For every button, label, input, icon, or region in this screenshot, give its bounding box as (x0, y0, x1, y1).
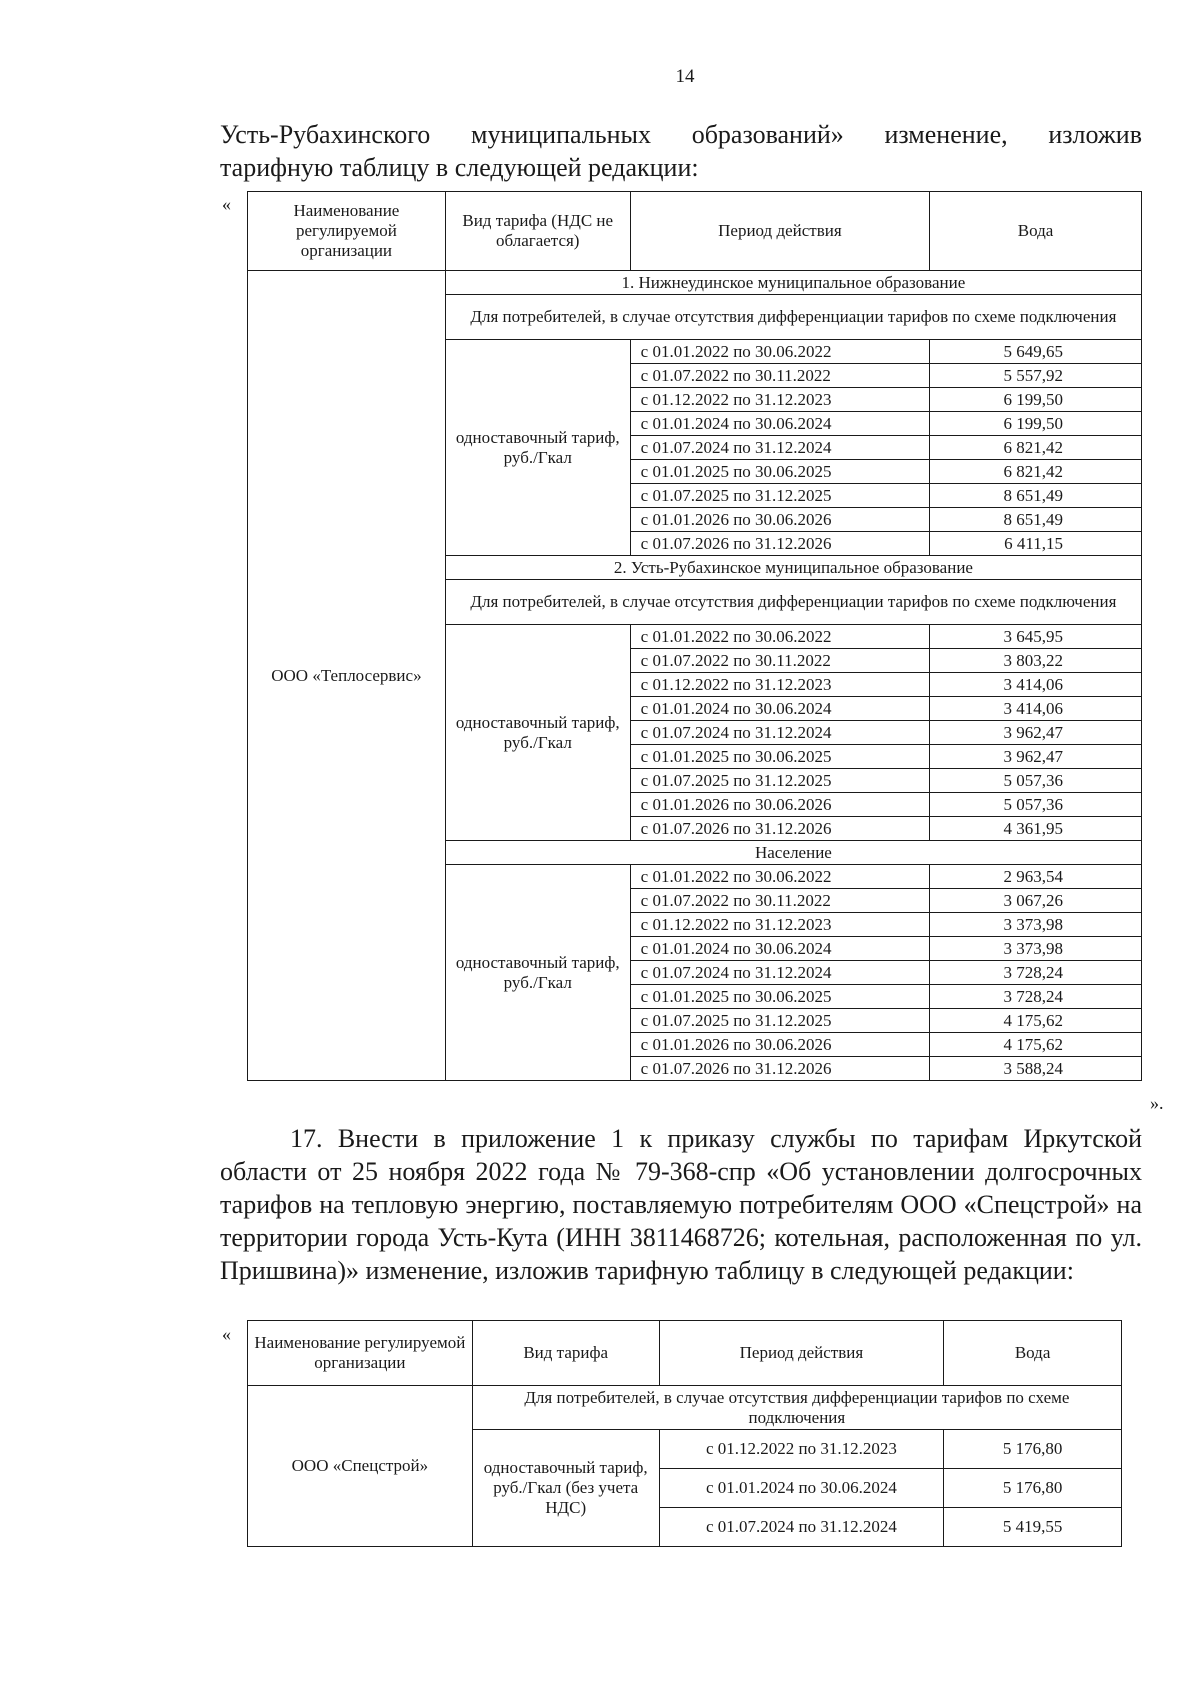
group-subtitle: Население (445, 841, 1141, 865)
value-cell: 5 176,80 (944, 1430, 1122, 1469)
value-cell: 3 645,95 (930, 625, 1142, 649)
period-cell: с 01.07.2026 по 31.12.2026 (630, 817, 930, 841)
value-cell: 3 728,24 (930, 961, 1142, 985)
value-cell: 4 361,95 (930, 817, 1142, 841)
tariff-type-cell: одноставочный тариф, руб./Гкал (445, 340, 630, 556)
value-cell: 3 962,47 (930, 745, 1142, 769)
value-cell: 3 414,06 (930, 697, 1142, 721)
group-subtitle: Для потребителей, в случае отсутствия дифференциации тарифов по схеме подключения (472, 1386, 1121, 1430)
period-cell: с 01.07.2024 по 31.12.2024 (630, 436, 930, 460)
intro-line-1: Усть-Рубахинского муниципальных образований» изменение, изложив (220, 120, 1142, 149)
header-period: Период действия (630, 192, 930, 271)
value-cell: 5 176,80 (944, 1469, 1122, 1508)
tariff-type-cell: одноставочный тариф, руб./Гкал (445, 865, 630, 1081)
period-cell: с 01.01.2025 по 30.06.2025 (630, 460, 930, 484)
value-cell: 6 411,15 (930, 532, 1142, 556)
header-org: Наименование регулируемой организации (248, 1321, 473, 1386)
period-cell: с 01.07.2025 по 31.12.2025 (630, 484, 930, 508)
value-cell: 3 373,98 (930, 913, 1142, 937)
table1-quote-close: ». (1150, 1093, 1164, 1113)
header-org: Наименование регулируемой организации (248, 192, 446, 271)
period-cell: с 01.07.2024 по 31.12.2024 (630, 961, 930, 985)
period-cell: с 01.07.2026 по 31.12.2026 (630, 1057, 930, 1081)
value-cell: 6 821,42 (930, 460, 1142, 484)
period-cell: с 01.07.2024 по 31.12.2024 (659, 1508, 944, 1547)
period-cell: с 01.01.2022 по 30.06.2022 (630, 625, 930, 649)
value-cell: 5 057,36 (930, 793, 1142, 817)
intro-line-2: тарифную таблицу в следующей редакции: (220, 153, 699, 182)
period-cell: с 01.01.2022 по 30.06.2022 (630, 340, 930, 364)
value-cell: 3 728,24 (930, 985, 1142, 1009)
period-cell: с 01.12.2022 по 31.12.2023 (630, 388, 930, 412)
table1-quote-open: « (222, 194, 231, 214)
item-17-paragraph: 17. Внести в приложение 1 к приказу службы по тарифам Иркутской области от 25 ноября 2022 года № 79-368-спр «Об установлении долгосрочных тарифов на тепловую энергию, поставляемую потребителям ООО «Спецстрой» на территории города Усть-Кута (ИНН 3811468726; котельная, расположенная по ул. Пришвина)» изменение, изложив тарифную таблицу в следующей редакции: (220, 1124, 1142, 1285)
period-cell: с 01.07.2025 по 31.12.2025 (630, 769, 930, 793)
period-cell: с 01.12.2022 по 31.12.2023 (659, 1430, 944, 1469)
value-cell: 3 803,22 (930, 649, 1142, 673)
header-tariff-type: Вид тарифа (НДС не облагается) (445, 192, 630, 271)
header-water: Вода (930, 192, 1142, 271)
intro-paragraph (220, 118, 1142, 184)
tariff-type-cell: одноставочный тариф, руб./Гкал (445, 625, 630, 841)
tariff-table-1 (247, 191, 1142, 1081)
value-cell: 3 414,06 (930, 673, 1142, 697)
value-cell: 6 199,50 (930, 388, 1142, 412)
value-cell: 5 419,55 (944, 1508, 1122, 1547)
value-cell: 2 963,54 (930, 865, 1142, 889)
section-row (248, 271, 1142, 295)
section-title: 1. Нижнеудинское муниципальное образование (445, 271, 1141, 295)
period-cell: с 01.01.2026 по 30.06.2026 (630, 1033, 930, 1057)
tariff-type-cell: одноставочный тариф, руб./Гкал (без учета НДС) (472, 1430, 659, 1547)
period-cell: с 01.07.2025 по 31.12.2025 (630, 1009, 930, 1033)
value-cell: 6 821,42 (930, 436, 1142, 460)
value-cell: 5 649,65 (930, 340, 1142, 364)
value-cell: 3 588,24 (930, 1057, 1142, 1081)
period-cell: с 01.12.2022 по 31.12.2023 (630, 913, 930, 937)
period-cell: с 01.01.2025 по 30.06.2025 (630, 745, 930, 769)
value-cell: 5 057,36 (930, 769, 1142, 793)
period-cell: с 01.07.2022 по 30.11.2022 (630, 364, 930, 388)
header-period: Период действия (659, 1321, 944, 1386)
value-cell: 3 373,98 (930, 937, 1142, 961)
value-cell: 3 962,47 (930, 721, 1142, 745)
org-name-cell: ООО «Теплосервис» (248, 271, 446, 1081)
period-cell: с 01.07.2022 по 30.11.2022 (630, 889, 930, 913)
period-cell: с 01.01.2026 по 30.06.2026 (630, 508, 930, 532)
period-cell: с 01.01.2024 по 30.06.2024 (659, 1469, 944, 1508)
table2-quote-open: « (222, 1324, 231, 1344)
period-cell: с 01.01.2024 по 30.06.2024 (630, 697, 930, 721)
period-cell: с 01.01.2022 по 30.06.2022 (630, 865, 930, 889)
section-title: 2. Усть-Рубахинское муниципальное образование (445, 556, 1141, 580)
value-cell: 4 175,62 (930, 1033, 1142, 1057)
value-cell: 6 199,50 (930, 412, 1142, 436)
period-cell: с 01.12.2022 по 31.12.2023 (630, 673, 930, 697)
period-cell: с 01.01.2024 по 30.06.2024 (630, 412, 930, 436)
value-cell: 3 067,26 (930, 889, 1142, 913)
period-cell: с 01.07.2024 по 31.12.2024 (630, 721, 930, 745)
period-cell: с 01.07.2022 по 30.11.2022 (630, 649, 930, 673)
period-cell: с 01.07.2026 по 31.12.2026 (630, 532, 930, 556)
period-cell: с 01.01.2025 по 30.06.2025 (630, 985, 930, 1009)
header-tariff-type: Вид тарифа (472, 1321, 659, 1386)
page-number: 14 (675, 66, 695, 87)
period-cell: с 01.01.2024 по 30.06.2024 (630, 937, 930, 961)
group-subtitle: Для потребителей, в случае отсутствия дифференциации тарифов по схеме подключения (445, 295, 1141, 340)
group-subtitle: Для потребителей, в случае отсутствия дифференциации тарифов по схеме подключения (445, 580, 1141, 625)
value-cell: 8 651,49 (930, 484, 1142, 508)
tariff-table-2 (247, 1320, 1122, 1547)
value-cell: 4 175,62 (930, 1009, 1142, 1033)
period-cell: с 01.01.2026 по 30.06.2026 (630, 793, 930, 817)
value-cell: 5 557,92 (930, 364, 1142, 388)
header-water: Вода (944, 1321, 1122, 1386)
org-name-cell: ООО «Спецстрой» (248, 1386, 473, 1547)
value-cell: 8 651,49 (930, 508, 1142, 532)
